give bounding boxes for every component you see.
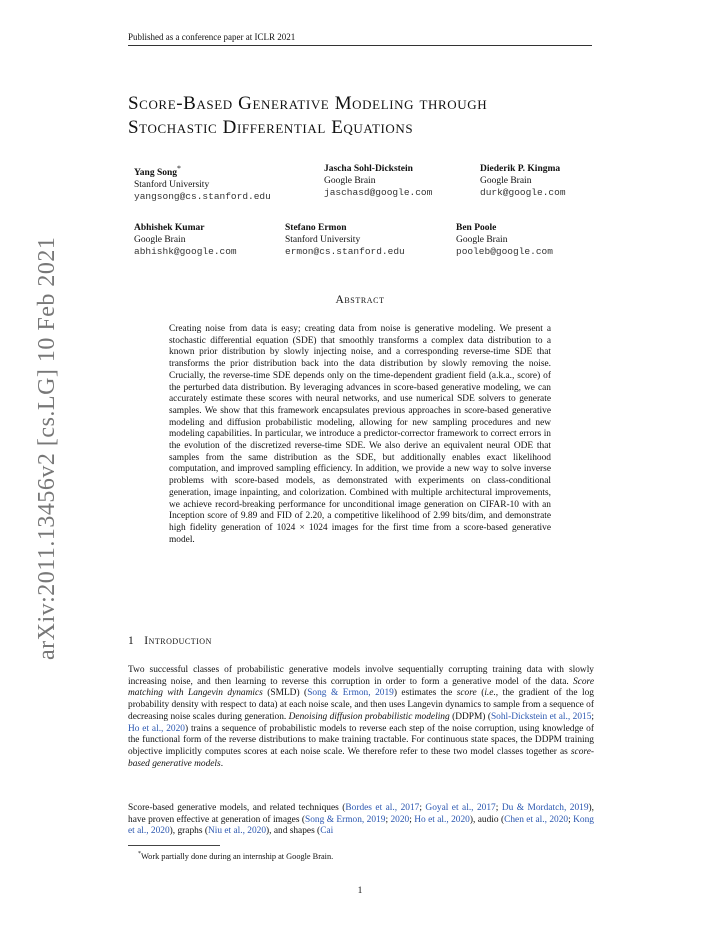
- abstract-heading: Abstract: [335, 294, 385, 306]
- citation-link[interactable]: Sohl-Dickstein et al., 2015: [490, 711, 592, 722]
- citation-link[interactable]: 2020: [390, 814, 410, 825]
- emphasized-term: i.e.: [484, 688, 496, 699]
- author-affiliation: Google Brain: [134, 235, 186, 245]
- intro-paragraph-1: [128, 665, 594, 770]
- abstract-body: Creating noise from data is easy; creating data from noise is generative modeling. We present a stochastic differential equation (SDE) that smoothly transforms a complex data distribution to a known prior distribution by slowly injecting noise, and a corresponding reverse-time SDE that transforms the prior distribution back into the data distribution by slowly removing the noise. Crucially, the reverse-time SDE depends only on the time-dependent gradient field (a.k.a., score) of the perturbed data distribution. By leveraging advances in score-based generative modeling, we can accurately estimate these scores with neural networks, and use numerical SDE solvers to generate samples. We show that this framework encapsulates previous approaches in score-based generative modeling and diffusion probabilistic modeling, allowing for new sampling procedures and new modeling capabilities. In particular, we introduce a predictor-corrector framework to correct errors in the evolution of the discretized reverse-time SDE. We also derive an equivalent neural ODE that samples from the same distribution as the SDE, but additionally enables exact likelihood computation, and improved sampling efficiency. In addition, we provide a new way to solve inverse problems with score-based models, as demonstrated with experiments on class-conditional generation, image inpainting, and colorization. Combined with multiple architectural improvements, we achieve record-breaking performance for unconditional image generation on CIFAR-10 with an Inception score of 9.89 and FID of 2.20, a competitive likelihood of 2.99 bits/dim, and demonstrate high fidelity generation of 1024 × 1024 images for the first time from a score-based generative model.: [169, 324, 551, 545]
- section-title: Introduction: [144, 635, 212, 647]
- author-affiliation: Stanford University: [134, 180, 210, 191]
- citation-link[interactable]: Ho et al., 2020: [414, 814, 470, 825]
- paragraph-text: ), and shapes (: [266, 826, 321, 837]
- author-email[interactable]: yangsong@cs.stanford.edu: [134, 191, 271, 203]
- footnote: [138, 851, 333, 861]
- intro-paragraph-2: [128, 803, 594, 838]
- paragraph-text: ;: [568, 814, 574, 825]
- emphasized-term: score: [456, 688, 477, 699]
- citation-link[interactable]: Chen et al., 2020: [504, 814, 569, 825]
- paragraph-text: ;: [385, 814, 391, 825]
- paragraph-text: (SMLD) (: [262, 688, 308, 699]
- author-block: [480, 163, 566, 199]
- author-email[interactable]: jaschasd@google.com: [324, 187, 433, 198]
- citation-link[interactable]: Ho et al., 2020: [128, 723, 185, 734]
- author-affiliation: Google Brain: [456, 235, 508, 245]
- author-affiliation: Stanford University: [285, 235, 361, 245]
- emphasized-term: Score matching with Langevin dynamics: [128, 676, 594, 699]
- paragraph-text: ;: [409, 814, 415, 825]
- author-block: [456, 222, 553, 258]
- emphasized-term: Denoising diffusion probabilistic modeling: [288, 711, 450, 722]
- emphasized-term: score-based generative models: [128, 746, 594, 769]
- paragraph-text: (: [476, 688, 485, 699]
- citation-link[interactable]: Song & Ermon, 2019: [307, 688, 394, 699]
- author-affiliation: Google Brain: [324, 176, 376, 186]
- footnote-mark: *: [138, 851, 141, 857]
- paragraph-text: ;: [495, 803, 502, 813]
- header-rule: [128, 45, 592, 46]
- author-block: [324, 163, 432, 199]
- paragraph-text: Two successful classes of probabilistic generative models involve sequentially corrupting training data with slowly increasing noise, and then learning to reverse this corruption in order to form a generative model of the data.: [128, 665, 594, 687]
- section-heading: [128, 635, 212, 647]
- arxiv-identifier: arXiv:2011.13456v2 [cs.LG] 10 Feb 2021: [34, 236, 60, 660]
- author-name: Diederik P. Kingma: [480, 164, 561, 174]
- citation-link[interactable]: Song & Ermon, 2019: [305, 814, 386, 825]
- author-block: [134, 222, 237, 258]
- citation-link[interactable]: Goyal et al., 2017: [425, 803, 496, 813]
- citation-link[interactable]: Du & Mordatch, 2019: [501, 803, 589, 813]
- author-name: Ben Poole: [456, 223, 497, 233]
- running-header: Published as a conference paper at ICLR 2021: [128, 32, 296, 42]
- paragraph-text: , the gradient of the log probability density with respect to data) at each noise scale, and then uses Langevin dynamics to sample from a sequence of decreasing noise scales during generation.: [128, 688, 594, 722]
- paragraph-text: ) trains a sequence of probabilistic models to reverse each step of the noise corruption, using knowledge of the functional form of the reverse distributions to make training tractable. For continuous state spaces, the DDPM training objective implicitly computes scores at each noise scale. We therefore refer to these two model classes together as: [128, 723, 594, 757]
- citation-link[interactable]: Kong et al., 2020: [128, 814, 594, 837]
- author-block: [134, 163, 271, 203]
- paragraph-text: ;: [419, 803, 426, 813]
- footnote-text: Work partially done during an internship at Google Brain.: [141, 851, 334, 861]
- author-email[interactable]: durk@google.com: [480, 187, 566, 198]
- paragraph-text: ), graphs (: [169, 826, 208, 837]
- paragraph-text: Score-based generative models, and related techniques (: [128, 803, 346, 813]
- paragraph-text: ;: [591, 711, 594, 722]
- paragraph-text: ), have proven effective at generation of images (: [128, 803, 595, 825]
- author-email[interactable]: pooleb@google.com: [456, 246, 553, 257]
- title-line-2: Stochastic Differential Equations: [128, 117, 414, 138]
- paragraph-text: ) estimates the: [393, 688, 457, 699]
- author-name: Jascha Sohl-Dickstein: [324, 164, 413, 174]
- citation-link[interactable]: Cai: [320, 826, 334, 837]
- author-footnote-mark: *: [177, 164, 181, 173]
- author-affiliation: Google Brain: [480, 176, 532, 186]
- page-number: 1: [357, 886, 363, 896]
- title-line-1: Score-Based Generative Modeling through: [128, 93, 488, 114]
- paragraph-text: .: [220, 758, 224, 769]
- citation-link[interactable]: Niu et al., 2020: [207, 826, 267, 837]
- author-name: Yang Song: [134, 168, 178, 179]
- footnote-rule: [128, 845, 220, 846]
- author-name: Stefano Ermon: [285, 223, 347, 233]
- author-email[interactable]: ermon@cs.stanford.edu: [285, 246, 405, 257]
- section-number: 1: [128, 635, 135, 647]
- paragraph-text: ), audio (: [469, 814, 505, 825]
- author-email[interactable]: abhishk@google.com: [134, 246, 237, 257]
- paper-title: [128, 92, 608, 140]
- citation-link[interactable]: Bordes et al., 2017: [345, 803, 420, 813]
- paragraph-text: (DDPM) (: [449, 711, 491, 722]
- author-name: Abhishek Kumar: [134, 223, 205, 233]
- author-block: [285, 222, 405, 258]
